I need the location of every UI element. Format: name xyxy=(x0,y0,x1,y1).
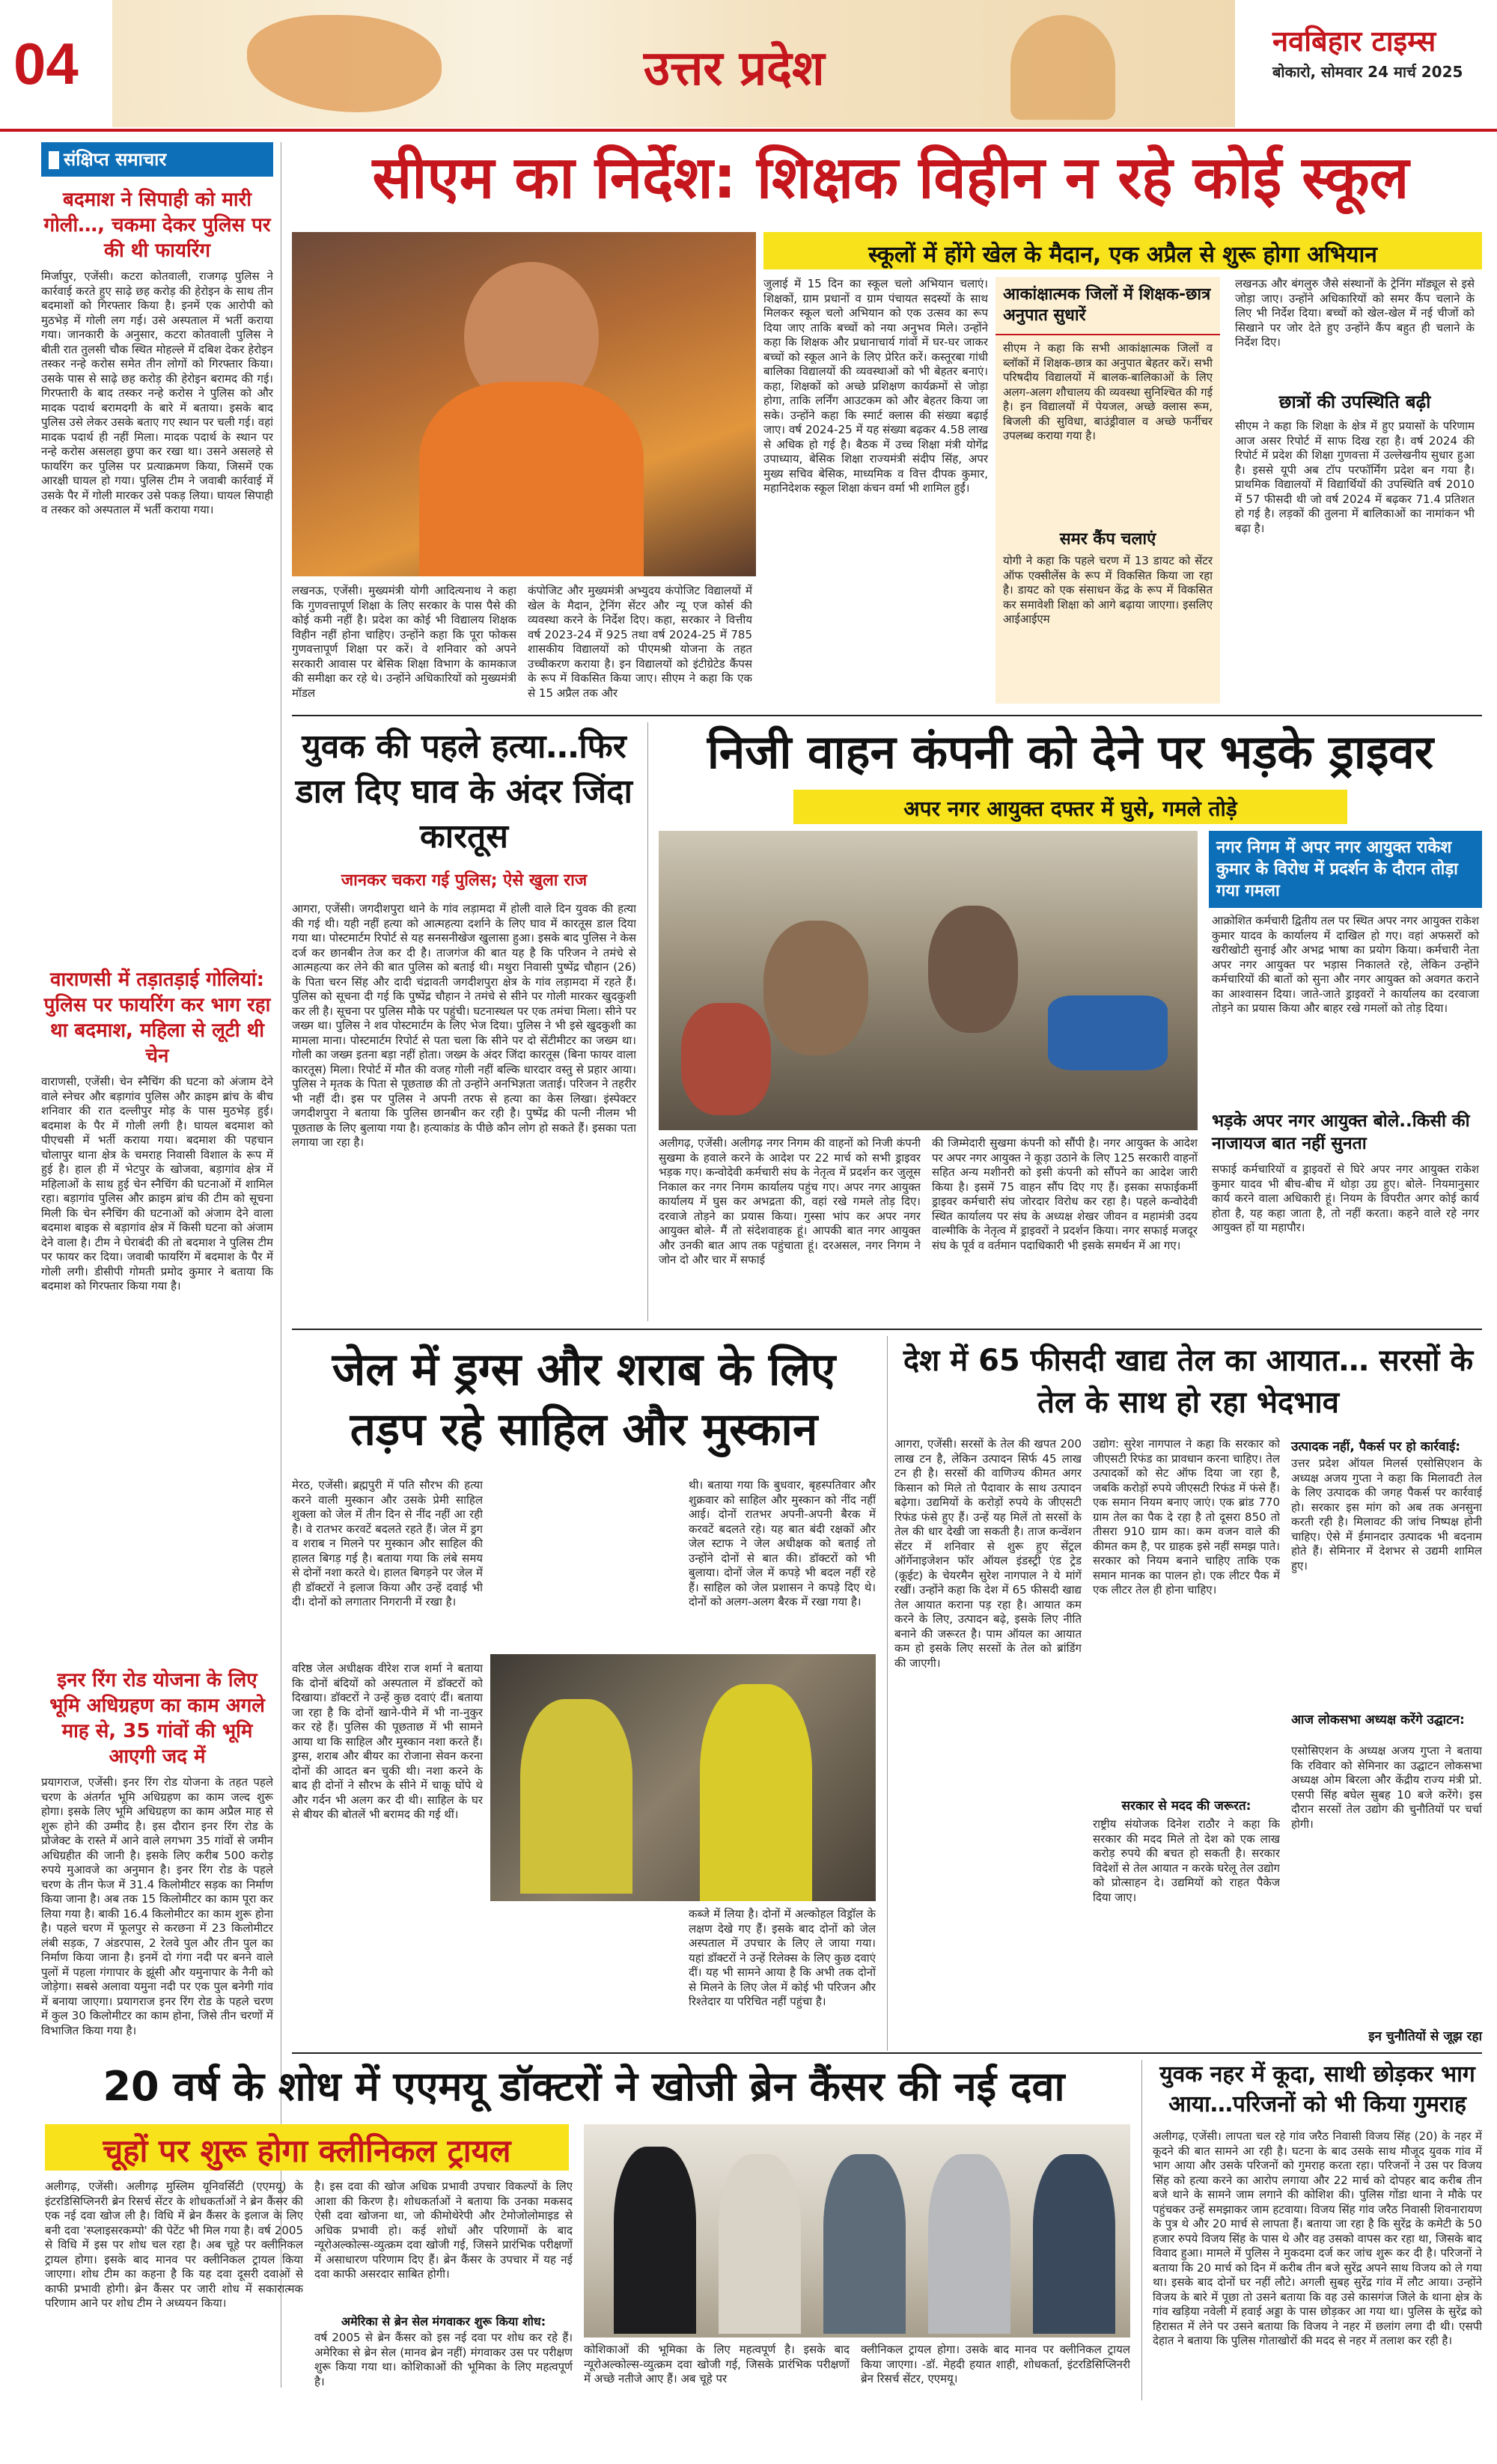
story7-headline: युवक नहर में कूदा, साथी छोड़कर भाग आया…परिजनों को भी किया गुमराह xyxy=(1159,2061,1475,2117)
story2-body: आगरा, एजेंसी। जगदीशपुरा थाने के गांव लड़ामदा में होली वाले दिन युवक की हत्या की गई थी। यही नहीं हत्या को आत्महत्या दर्शाने के लिए घाव में कारतूस डाल दिया गया था। पोस्टमार्टम रिपोर्ट से यह सनसनीखेज खुलासा हुआ। इसके बाद पुलिस ने केस दर्ज कर छानबीन तेज कर दी है। ताजगंज की बात यह है कि परिजन ने तमंचे से आत्महत्या कर लेने की बात पुलिस को बताई थी। मथुरा निवासी पुष्पेंद्र चौहान (26) के पिता चरन सिंह और दादी चंद्रावती जगदीशपुरा क्षेत्र के गांव लड़ामदा में रहते हैं। पुलिस को सूचना दी गई कि पुष्पेंद्र चौहान ने तमंचे से सीने पर गोली मारकर खुदकुशी कर ली है। सूचना पर पुलिस मौके पर पहुंची। घटनास्थल पर एक तमंचा मिला। सीने पर जख्म था। पुलिस ने शव पोस्टमार्टम के लिए भेज दिया। पुलिस ने भी इसे खुदकुशी का मामला माना। पोस्टमार्टम रिपोर्ट से पता चला कि सीने पर दो सेंटीमीटर का जख्म था। गोली का जख्म इतना बड़ा नहीं होता। जख्म के अंदर जिंदा कारतूस (बिना फायर वाला कारतूस) मिला। रिपोर्ट में मौत की वजह गोली नहीं बल्कि धारदार वस्तु से प्रहार आया। पुलिस ने मृतक के पिता से पूछताछ की तो उन्होंने अनभिज्ञता जताई। परिजन ने तहरीर भी नहीं दी। इस पर पुलिस ने अपनी तरफ से हत्या का केस लिखा। इंस्पेक्टर जगदीशपुरा ने बताया कि पुलिस छानबीन कर रही है। पुष्पेंद्र की पत्नी नीलम भी पूछताछ के लिए बुलाया गया है। हत्याकांड के पीछे कौन लोग हो सकते हैं। इसका पता लगाया जा रहा है। xyxy=(292,902,636,1149)
story5-col2-text: राष्ट्रीय संयोजक दिनेश राठौर ने कहा कि सरकार की मदद मिले तो देश को एक लाख करोड़ रुपये की बचत हो सकती है। सरकार विदेशों से तेल आयात न करके घरेलू तेल उद्योग को प्रोत्साहन दे। उद्यमियों को राहत पैकेज दिया जाए। xyxy=(1093,1817,1280,1904)
story6-col2: है। इस दवा की खोज अधिक प्रभावी उपचार विकल्पों के लिए आशा की किरण है। शोधकर्ताओं ने बताया कि उनका मकसद ऐसी दवा खोजना था, जो कीमोथेरेपी और टेमोजोलोमाइड से अधिक प्रभावी हो। कई शोधों और परिणामों के बाद न्यूरोअल्कोल्स-व्युत्क्रम दवा खोजी गई, जिसने प्रारंभिक परीक्षणों में असाधारण परिणाम दिए हैं। ब्रेन कैंसर के उपचार में यह नई दवा काफी असरदार साबित होगी। xyxy=(314,2180,573,2281)
section-title: उत्तर प्रदेश xyxy=(644,41,825,97)
story5-col1: आगरा, एजेंसी। सरसों के तेल की खपत 200 लाख टन है, लेकिन उत्पादन सिर्फ 45 लाख टन ही है। सरसों की वाणिज्य कीमत अगर किसान को मिले तो पैदावार के साथ उत्पादन बढ़ेगा। उद्यमियों के करोड़ों रुपये के जीएसटी रिफंड फंसे हुए हैं। उन्हें यह मिलें तो सरसों के तेल की धार देखी जा सकती है। ताज कन्वेंशन सेंटर में शनिवार से शुरू हुए सेंट्रल ऑर्गेनाइजेशन फॉर ऑयल इंडस्ट्री एंड ट्रेड (कूईट) के चेयरमैन सुरेश नागपाल ने ये मांगें रखीं। उन्होंने कहा कि देश में 65 फीसदी खाद्य तेल आयात कराना पड़ रहा है। आयात कम करने के लिए, उत्पादन बढ़े, इसके लिए नीति बनाने की जरूरत है। पाम ऑयल का आयात कम हो इसके लिए सरसों के तेल को ब्रांडिंग की जाएगी। xyxy=(894,1437,1082,1670)
brief-3-body: प्रयागराज, एजेंसी। इनर रिंग रोड योजना के तहत पहले चरण के अंतर्गत भूमि अधिग्रहण का काम जल्द शुरू होगा। इसके लिए भूमि अधिग्रहण का काम अप्रैल माह से शुरू होने की उम्मीद है। इस दौरान इनर रिंग रोड के प्रोजेक्ट के रास्ते में आने वाले लगभग 35 गांवों से जमीन अधिग्रहीत की जानी है। इसके लिए करीब 500 करोड़ रुपये मुआवजे का अनुमान है। इनर रिंग रोड के पहले चरण के तीन फेज में 31.4 किलोमीटर सड़क का निर्माण किया जाना है। अब तक 15 किलोमीटर का काम पूरा कर लिया गया है। बाकी 16.4 किलोमीटर का काम शुरू होना है। पहले चरण में फूलपुर से करछना में 23 किलोमीटर लंबी सड़क, 7 अंडरपास, 2 रेलवे पुल और तीन पुल का निर्माण किया जाना है। इनमें दो गंगा नदी पर बनने वाले पुलों में पहला गंगापार के झूंसी और यमुनापार के नैनी को जोड़ेगा। सबसे अलावा यमुना नदी पर एक पुल बनेगी गांव में बनाया जाएगा। प्रयागराज इनर रिंग रोड के पहले चरण में कुल 30 किलोमीटर का काम होना, जिसे तीन चरणों में विभाजित किया गया है। xyxy=(41,1775,273,2037)
story3-box2-text: सफाई कर्मचारियों व ड्राइवरों से घिरे अपर नगर आयुक्त राकेश कुमार यादव भी बीच-बीच में थोड़ा उग्र हुए। बोले- नियमानुसार कार्य करने वाला अधिकारी हूं। नियम के विपरीत अगर कोई कार्य होता है, यह कहा जाता है, तो नहीं करता। कहने वाले रहे नगर आयुक्त हों या महापौर। xyxy=(1212,1162,1479,1234)
story3-col2: की जिम्मेदारी सुखमा कंपनी को सौंपी है। नगर आयुक्त के आदेश पर अपर नगर आयुक्त ने कूड़ा उठाने के लिए 125 सरकारी वाहनों सहित अन्य मशीनरी को इसी कंपनी को सौंपने का आदेश जारी किया है। इसमें 75 वाहन सौंप दिए गए हैं। इसका सफाईकर्मी ड्राइवर कर्मचारी संघ जोरदार विरोध कर रहा है। पहले कन्वोदेवी स्थित कार्यालय पर संघ के अध्यक्ष शेखर जीवन व महामंत्री उदय वाल्मीकि के नेतृत्व में ड्राइवरों ने प्रदर्शन किया। नगर सफाई मजदूर संघ के पूर्व व वर्तमान पदाधिकारी भी इसके समर्थन में आ गए। xyxy=(932,1136,1198,1252)
story7-body: अलीगढ़, एजेंसी। लापता चल रहे गांव जरैठ निवासी विजय सिंह (20) के नहर में कूदने की बात सामने आ रही है। घटना के बाद उसके साथ मौजूद युवक गांव में भाग आया और उसके परिजनों को गुमराह करता रहा। परिजनों ने उस पर विजय सिंह को हत्या करने का आरोप लगाया और 22 मार्च को दोपहर बाद करीब तीन बजे थाने के सामने जाम लगाने की कोशिश की। पुलिस गोंडा थाना ने मौके पर पहुंचकर उन्हें समझाकर जाम हटवाया। विजय सिंह गांव जरैठ निवासी शिवनारायण के पुत्र थे और 20 मार्च से लापता हैं। बताया जा रहा है कि सुरेंद्र के कमेटी के 50 हजार रुपये विजय सिंह के पास थे और वह उसको वापस कर रहा था, जिसके बाद विवाद हुआ। मामले में पुलिस ने मुकदमा दर्ज कर जांच शुरू कर दी है। परिजनों ने बताया कि 20 मार्च को दिन में करीब तीन बजे सुरेंद्र अपने साथ विजय को ले गया था। इसके बाद दोनों घर नहीं लौटे। अगली सुबह सुरेंद्र गांव में लौट आया। उन्होंने विजय के बारे में पूछा तो उसने बताया कि वह उसे कासगंज जिले के थाना क्षेत्र के गांव खड़िया नवेली में हवाई अड्डा के पास छोड़कर आ गया था। पुलिस के सुरेंद्र को हिरासत में लेने पर उसने बताया कि विजय ने नहर में छलांग लगा दी थी। एसपी देहात ने बताया कि पुलिस गोताखोरों की मदद से नहर में तलाश कर रही है। xyxy=(1153,2129,1482,2347)
story3-col1: अलीगढ़, एजेंसी। अलीगढ़ नगर निगम की वाहनों को निजी कंपनी सुखमा के हवाले करने के आदेश पर 22 मार्च को सभी ड्राइवर भड़क गए। कन्वोदेवी कर्मचारी संघ के नेतृत्व में प्रदर्शन कर जुलूस निकाल कर नगर निगम कार्यालय पहुंच गए। अपर नगर आयुक्त कार्यालय में घुस कर अभद्रता की, वहां रखे गमले तोड़ दिए। दरवाजे तोड़ने का प्रयास किया। गुस्सा भांप कर अपर नगर आयुक्त बोले- मैं तो संदेशवाहक हूं। आपकी बात नगर आयुक्त और उनकी बात आप तक पहुंचाता हूं। दरअसल, नगर निगम ने जोन दो और चार में सफाई xyxy=(659,1136,921,1266)
story3-headline: निजी वाहन कंपनी को देने पर भड़के ड्राइवर xyxy=(707,725,1434,779)
story1-box2-head: समर कैंप चलाएं xyxy=(1059,530,1156,549)
brief-2-body: वाराणसी, एजेंसी। चेन स्नैचिंग की घटना को अंजाम देने वाले स्नेचर और बड़ागांव पुलिस और क्राइम ब्रांच के बीच शनिवार की रात दल्लीपुर मोड़ के पास मुठभेड़ हुई। बदमाश के पैर में गोली लगी है। घायल बदमाश को पीएचसी में भर्ती कराया गया। बदमाश की पहचान चोलापुर थाना क्षेत्र के चमराह निवासी विशाल के रूप में हुई है। हाल ही में भेटपुर के खोजवा, बड़ागांव क्षेत्र में महिलाओं के साथ हुई चेन स्नैचिंग की घटनाओं में शामिल रहा। बड़ागांव पुलिस और क्राइम ब्रांच की टीम को सूचना मिली कि चेन स्नैचिंग की घटनाओं को अंजाम देने वाला बदमाश बाइक से बड़ागांव क्षेत्र में किसी घटना को अंजाम देने वाला है। टीम ने घेराबंदी की तो बदमाश ने पुलिस टीम पर फायर कर दिया। जवाबी फायरिंग में बदमाश के पैर में गोली लगी। डीसीपी गोमती प्रमोद कुमार ने बताया कि बदमाश को गिरफ्तार किया गया है। xyxy=(41,1075,273,1293)
story1-box2-text: योगी ने कहा कि पहले चरण में 13 डायट को सेंटर ऑफ एक्सीलेंस के रूप में विकसित किया जा रहा है। डायट को एक संसाधन केंद्र के रूप में विकसित कर समावेशी शिक्षा को आगे बढ़ाया जाएगा। इसलिए आईआईएम xyxy=(1003,554,1213,626)
story6-col3: कोशिकाओं की भूमिका के लिए महत्वपूर्ण है। इसके बाद न्यूरोअल्कोल्स-व्युत्क्रम दवा खोजी गई, जिसके प्रारंभिक परीक्षणों में अच्छे नतीजे आए हैं। अब चूहे पर xyxy=(584,2343,850,2385)
masthead xyxy=(0,0,1497,127)
story1-headline: सीएम का निर्देश: शिक्षक विहीन न रहे कोई स्कूल xyxy=(372,144,1409,212)
story6-headline: 20 वर्ष के शोध में एएमयू डॉक्टरों ने खोजी ब्रेन कैंसर की नई दवा xyxy=(103,2063,1065,2110)
story5-col3: उत्तर प्रदेश ऑयल मिलर्स एसोसिएशन के अध्यक्ष अजय गुप्ता ने कहा कि मिलावटी तेल के लिए उत्पादक की जगह पैकर्स पर कार्रवाई हो। सरकार इस मांग को अब तक अनसुना करती रही है। मिलावट की जांच निष्पक्ष होनी चाहिए। ऐसे में ईमानदार उत्पादक भी बदनाम होते हैं। सेमिनार में देशभर से उद्यमी शामिल हुए। xyxy=(1291,1457,1482,1573)
page-number: 04 xyxy=(13,31,79,97)
story1-box-head: आकांक्षात्मक जिलों में शिक्षक-छात्र अनुपात सुधारें xyxy=(996,277,1220,335)
story4-col2: थी। बताया गया कि बुधवार, बृहस्पतिवार और शुक्रवार को साहिल और मुस्कान को नींद नहीं आई। दोनों रातभर अपनी-अपनी बैरक में करवटें बदलते रहे। यह बात बंदी रक्षकों और जेल स्टाफ ने जेल अधीक्षक को बताई तो उन्होंने दोनों से बात की। डॉक्टरों को भी बुलाया। दोनों जेल में कपड़े भी बदल नहीं रहे हैं। साहिल को जेल प्रशासन ने कपड़े दिए थे। दोनों को अलग-अलग बैरक में रखा गया है। xyxy=(689,1478,876,1608)
page-number-badge xyxy=(0,22,115,105)
story1-col1: लखनऊ, एजेंसी। मुख्यमंत्री योगी आदित्यनाथ ने कहा कि गुणवत्तापूर्ण शिक्षा के लिए सरकार के पास पैसे की कोई कमी नहीं है। प्रदेश का कोई भी विद्यालय शिक्षक विहीन नहीं होना चाहिए। उन्होंने कहा कि पूरा फोकस गुणवत्तापूर्ण शिक्षा पर करें। वे शनिवार को अपने सरकारी आवास पर बेसिक शिक्षा विभाग के कामकाज की समीक्षा कर रहे थे। उन्होंने अधिकारियों को मुख्यमंत्री मॉडल xyxy=(292,584,516,700)
story3-photo-protest xyxy=(659,831,1198,1130)
story4-col2b: कब्जे में लिया है। दोनों में अल्कोहल विड्रॉल के लक्षण देखे गए हैं। इसके बाद दोनों को जेल अस्पताल में उपचार के लिए ले जाया गया। यहां डॉक्टरों ने उन्हें रिलेक्स के लिए कुछ दवाएं दीं। यह भी सामने आया है कि अभी तक दोनों से मिलने के लिए जेल में कोई भी परिजन और रिश्तेदार या परिचित नहीं पहुंचा है। xyxy=(689,1907,876,2008)
brief-1-body: मिर्जापुर, एजेंसी। कटरा कोतवाली, राजगढ़ पुलिस ने कार्रवाई करते हुए साढ़े छह करोड़ की हेरोइन के साथ तीन बदमाशों को गिरफ्तार किया है। इनमें एक आरोपी को मुठभेड़ में गोली लग गई। उसे अस्पताल में भर्ती कराया गया। जानकारी के अनुसार, कटरा कोतवाली पुलिस ने बीती रात तुलसी चौक स्थित मोहल्ले में दबिश देकर हेरोइन तस्कर नन्हे करोस समेत तीन लोगों को गिरफ्तार किया। उसके पास से साढ़े छह करोड़ की हेरोइन बरामद की गई। गिरफ्तारी के बाद तस्कर नन्हे करोस ने पुलिस को और मादक पदार्थ बरामदगी के बारे में बताया। इसके बाद पुलिस उसे लेकर उसके बताए गए स्थान पर चली गई। वहां मादक पदार्थ ही नहीं मिला। मादक पदार्थ के स्थान पर नन्हे करोस असलहा छुपा कर रखा था। उसने असलहे से फायरिंग कर पुलिस पर प्रत्याक्रमण किया, जिसमें एक आरक्षी घायल हो गया। पुलिस टीम ने जवाबी कार्रवाई में उसके पैर में गोली मारकर उसे पकड़ लिया। घायल सिपाही व तस्कर को अस्पताल में भर्ती कराया गया। xyxy=(41,269,273,516)
story5-col3b: एसोसिएशन के अध्यक्ष अजय गुप्ता ने बताया कि रविवार को सेमिनार का उद्घाटन लोकसभा अध्यक्ष ओम बिरला और केंद्रीय राज्य मंत्री प्रो. एसपी सिंह बघेल सुबह 10 बजे करेंगे। इस दौरान सरसों तेल उद्योग की चुनौतियों पर चर्चा होगी। xyxy=(1291,1744,1482,1831)
masthead-rule xyxy=(0,129,1497,132)
story4-col1: मेरठ, एजेंसी। ब्रह्मपुरी में पति सौरभ की हत्या करने वाली मुस्कान और उसके प्रेमी साहिल शुक्ला को जेल में तीन दिन से नींद नहीं आ रही है। वे रातभर करवटें बदलते रहते हैं। जेल में ड्रग व शराब न मिलने पर मुस्कान और साहिल की हालत बिगड़ गई है। बताया गया कि लंबे समय से दोनों नशा करते थे। हालत बिगड़ने पर जेल में ही डॉक्टरों ने इलाज किया और उन्हें दवाई भी दी। दोनों को लगातार निगरानी में रखा है। xyxy=(292,1478,483,1608)
story3-box1-head: नगर निगम में अपर नगर आयुक्त राकेश कुमार के विरोध में प्रदर्शन के दौरान तोड़ा गया गमला xyxy=(1209,831,1482,908)
story5-col2-head: सरकार से मदद की जरूरत: xyxy=(1121,1799,1251,1814)
story1-col5-text: सीएम ने कहा कि शिक्षा के क्षेत्र में हुए प्रयासों के परिणाम आज असर रिपोर्ट में साफ दिख रहा है। वर्ष 2024 की रिपोर्ट में प्रदेश की शिक्षा गुणवत्ता में उल्लेखनीय सुधार हुआ है। इससे यूपी अब टॉप परफॉर्मिंग प्रदेश बन गया है। प्राथमिक विद्यालयों में विद्यार्थियों की उपस्थिति वर्ष 2010 में 57 फीसदी थी जो वर्ष 2024 में बढ़कर 71.4 प्रतिशत हो गई है। लड़कों की तुलना में बालिकाओं का नामांकन भी बढ़ा है। xyxy=(1235,419,1475,535)
story6-subhead: चूहों पर शुरू होगा क्लीनिकल ट्रायल xyxy=(103,2132,511,2169)
story4-divider xyxy=(887,1336,888,2051)
story1-box-text: सीएम ने कहा कि सभी आकांक्षात्मक जिलों व ब्लॉकों में शिक्षक-छात्र का अनुपात बेहतर करें। सभी परिषदीय विद्यालयों में बालक-बालिकाओं के लिए अलग-अलग शौचालय की व्यवस्था सुनिश्चित की गई है। इन विद्यालयों में पेयजल, अच्छे क्लास रूम, बिजली की सुविधा, बाउंड्रीवाल व अच्छे फर्नीचर उपलब्ध कराया गया है। xyxy=(1003,341,1213,442)
story5-headline: देश में 65 फीसदी खाद्य तेल का आयात… सरसों के तेल के साथ हो रहा भेदभाव xyxy=(903,1344,1474,1420)
brief-2-headline: वाराणसी में तड़ातड़ाई गोलियां: पुलिस पर फायरिंग कर भाग रहा था बदमाश, महिला से लूटी थी चेन xyxy=(43,969,271,1067)
story1-subhead: स्कूलों में होंगे खेल के मैदान, एक अप्रैल से शुरू होगा अभियान xyxy=(868,242,1377,268)
story2-divider xyxy=(647,722,648,1321)
story1-col3: जुलाई में 15 दिन का स्कूल चलो अभियान चलाएं। शिक्षकों, ग्राम प्रधानों व ग्राम पंचायत सदस्यों के साथ मिलकर स्कूल चलो अभियान को एक उत्सव का रूप दिया जाए ताकि बच्चों को नया अनुभव मिले। उन्होंने कहा कि शिक्षक और प्रधानाचार्य गांवों में घर-घर जाकर बच्चों को स्कूल आने के लिए प्रेरित करें। कस्तूरबा गांधी बालिका विद्यालयों की व्यवस्थाओं को भी बेहतर बनाएं। कहा, शिक्षकों को अच्छे प्रशिक्षण कार्यक्रमों से जोड़ा होगा, ताकि लर्निंग आउटकम को और बेहतर किया जा सके। उन्होंने कहा कि स्मार्ट क्लास की संख्या बढ़ाई जाए। वर्ष 2024-25 में यह संख्या बढ़कर 4.58 लाख से अधिक हो गई है। बैठक में उच्च शिक्षा मंत्री योगेंद्र उपाध्याय, बेसिक शिक्षा राज्यमंत्री संदीप सिंह, अपर मुख्य सचिव बेसिक, माध्यमिक व वित्त दीपक कुमार, महानिदेशक स्कूल शिक्षा कंचन वर्मा भी शामिल हुईं। xyxy=(763,277,988,495)
story1-box xyxy=(996,277,1220,704)
story3-subhead: अपर नगर आयुक्त दफ्तर में घुसे, गमले तोड़े xyxy=(903,796,1237,821)
story5-col3-head2: आज लोकसभा अध्यक्ष करेंगे उद्घाटन: xyxy=(1291,1713,1465,1727)
briefs-label: संक्षिप्त समाचार xyxy=(41,142,273,177)
edition-date: बोकारो, सोमवार 24 मार्च 2025 xyxy=(1272,63,1463,81)
story6-photo-researchers xyxy=(584,2124,1130,2338)
story5-col3-head: उत्पादक नहीं, पैकर्स पर हो कार्रवाई: xyxy=(1291,1439,1461,1454)
briefs-column xyxy=(41,142,273,2388)
story2-subhead: जानकर चकरा गई पुलिस; ऐसे खुला राज xyxy=(341,871,588,890)
story4-photo-accused xyxy=(490,1654,876,1901)
paper-name: नवबिहार टाइम्स xyxy=(1272,25,1436,58)
story5-col3-foot: इन चुनौतियों से जूझ रहा xyxy=(1368,2029,1482,2044)
story1-col5: लखनऊ और बंगलुरु जैसे संस्थानों के ट्रेनिंग मॉड्यूल से इसे जोड़ा जाए। उन्होंने अधिकारियों को समर कैंप चलाने के लिए भी निर्देश दिया। बच्चों को खेल-खेल में नई चीजों को सिखाने पर जोर देते हुए उन्होंने कैंप बहुत ही चलाने के निर्देश दिए। xyxy=(1235,277,1475,349)
story3-box2-head: भड़के अपर नगर आयुक्त बोले..किसी की नाजायज बात नहीं सुनता xyxy=(1212,1111,1470,1153)
story6-divider xyxy=(1141,2060,1142,2400)
story5-col2: उद्योग: सुरेश नागपाल ने कहा कि सरकार को जीएसटी रिफंड का प्रावधान करना चाहिए। तेल उत्पादकों को सेट ऑफ दिया जा रहा है, जबकि करोड़ों रुपये जीएसटी रिफंड में फंसे हैं। एक समान नियम बनाए जाएं। एक ब्रांड 770 ग्राम तेल का पैक दे रहा है तो दूसरा 850 तो तीसरा 910 ग्राम का। कम वजन वाले की कीमत कम है, पर ग्राहक इसे नहीं समझ पाते। सरकार को नियम बनाने चाहिए ताकि एक समान मानक का पालन हो। एक लीटर पैक में एक लीटर तेल ही होना चाहिए। xyxy=(1093,1437,1280,1597)
story4-col1b: वरिष्ठ जेल अधीक्षक वीरेश राज शर्मा ने बताया कि दोनों बंदियों को अस्पताल में डॉक्टरों को दिखाया। डॉक्टरों ने उन्हें कुछ दवाएं दीं। बताया जा रहा है कि दोनों खाने-पीने में भी ना-नुकुर कर रहे हैं। पुलिस की पूछताछ में भी सामने आया था कि साहिल और मुस्कान नशा करते हैं। ड्रग्स, शराब और बीयर का रोजाना सेवन करना दोनों की आदत बन चुकी थी। नशा करने के बाद ही दोनों ने सौरभ के सीने में चाकू घोंपे थे और गर्दन भी अलग कर दी थी। साहिल के घर से बीयर की बोतलें भी बरामद की गई थीं। xyxy=(292,1662,483,1821)
story6-col2-text: वर्ष 2005 से ब्रेन कैंसर को इस नई दवा पर शोध कर रहे हैं। अमेरिका से ब्रेन सेल (मानव ब्रेन नहीं) मंगवाकर उस पर परीक्षण शुरू किया गया था। कोशिकाओं की भूमिका के लिए महत्वपूर्ण है। xyxy=(314,2331,573,2388)
brief-3-headline: इनर रिंग रोड योजना के लिए भूमि अधिग्रहण का काम अगले माह से, 35 गांवों की भूमि आएगी जद में xyxy=(49,1669,265,1768)
brief-1-headline: बदमाश ने सिपाही को मारी गोली…, चकमा देकर पुलिस पर की थी फायरिंग xyxy=(43,189,271,262)
monument-silhouette xyxy=(1010,15,1115,120)
story1-bottom-rule xyxy=(292,715,1482,716)
story6-col2-head: अमेरिका से ब्रेन सेल मंगवाकर शुरू किया शोध: xyxy=(341,2314,546,2329)
story1-col5-head: छात्रों की उपस्थिति बढ़ी xyxy=(1278,391,1431,412)
story3-sidebox xyxy=(1209,831,1482,1321)
story5-bottom-rule xyxy=(292,2052,1482,2054)
story1-col2: कंपोजिट और मुख्यमंत्री अभ्युदय कंपोजिट विद्यालयों में खेल के मैदान, ट्रेनिंग सेंटर और न्यू एज कोर्स की व्यवस्था करने के निर्देश दिए। कहा, सरकार ने वित्तीय वर्ष 2023-24 में 925 तथा वर्ष 2024-25 में 785 शासकीय विद्यालयों को पीएमश्री योजना के तहत उच्चीकरण कराया है। इन विद्यालयों को इंटीग्रेटेड कैंपस के रूप में विकसित किया जाए। सीएम ने कहा कि एक से 15 अप्रैल तक और xyxy=(528,584,752,700)
story6-col4: क्लीनिकल ट्रायल होगा। उसके बाद मानव पर क्लीनिकल ट्रायल किया जाएगा। -डॉ. मेहदी हयात शाही, शोधकर्ता, इंटरडिसिप्लिनरी ब्रेन रिसर्च सेंटर, एएमयू। xyxy=(861,2343,1130,2385)
story1-photo-cm xyxy=(292,232,756,576)
story4-headline: जेल में ड्रग्स और शराब के लिए तड़प रहे साहिल और मुस्कान xyxy=(332,1344,836,1456)
story2-headline: युवक की पहले हत्या…फिर डाल दिए घाव के अंदर जिंदा कारतूस xyxy=(296,728,632,856)
story3-bottom-rule xyxy=(292,1329,1482,1330)
story3-box1-text: आक्रोशित कर्मचारी द्वितीय तल पर स्थित अपर नगर आयुक्त राकेश कुमार यादव के कार्यालय में दाखिल हो गए। वहां अफसरों को खरीखोटी सुनाई और अभद्र भाषा का प्रयोग किया। कर्मचारी नेता अपर नगर आयुक्त पर भड़ास निकालते रहे, लेकिन उन्होंने कर्मचारियों की बातों को सुना और नगर आयुक्त को अवगत कराने का आश्वासन दिया। जाते-जाते ड्राइवरों ने कार्यालय का दरवाजा तोड़ने का प्रयास किया और बाहर रखे गमलों को तोड़ दिया। xyxy=(1212,914,1479,1015)
story6-col1: अलीगढ़, एजेंसी। अलीगढ़ मुस्लिम यूनिवर्सिटी (एएमयू) के इंटरडिसिप्लिनरी ब्रेन रिसर्च सेंटर के शोधकर्ताओं ने ब्रेन कैंसर की एक नई दवा खोज ली है। विधि में ब्रेन कैंसर के इलाज के लिए बनी दवा 'स्प्लाइसरकम्पो' की पेटेंट भी मिल गया है। वर्ष 2005 से विधि में इस पर शोध चल रहा है। अब चूहे पर क्लीनिकल ट्रायल होगा। इसके बाद मानव पर क्लीनिकल ट्रायल किया जाएगा। शोध टीम का कहना है कि यह दवा दूसरी दवाओं से काफी प्रभावी होगी। ब्रेन कैंसर पर जारी शोध में सकारात्मक परिणाम आने पर शोध टीम ने अध्ययन किया। xyxy=(45,2180,303,2310)
